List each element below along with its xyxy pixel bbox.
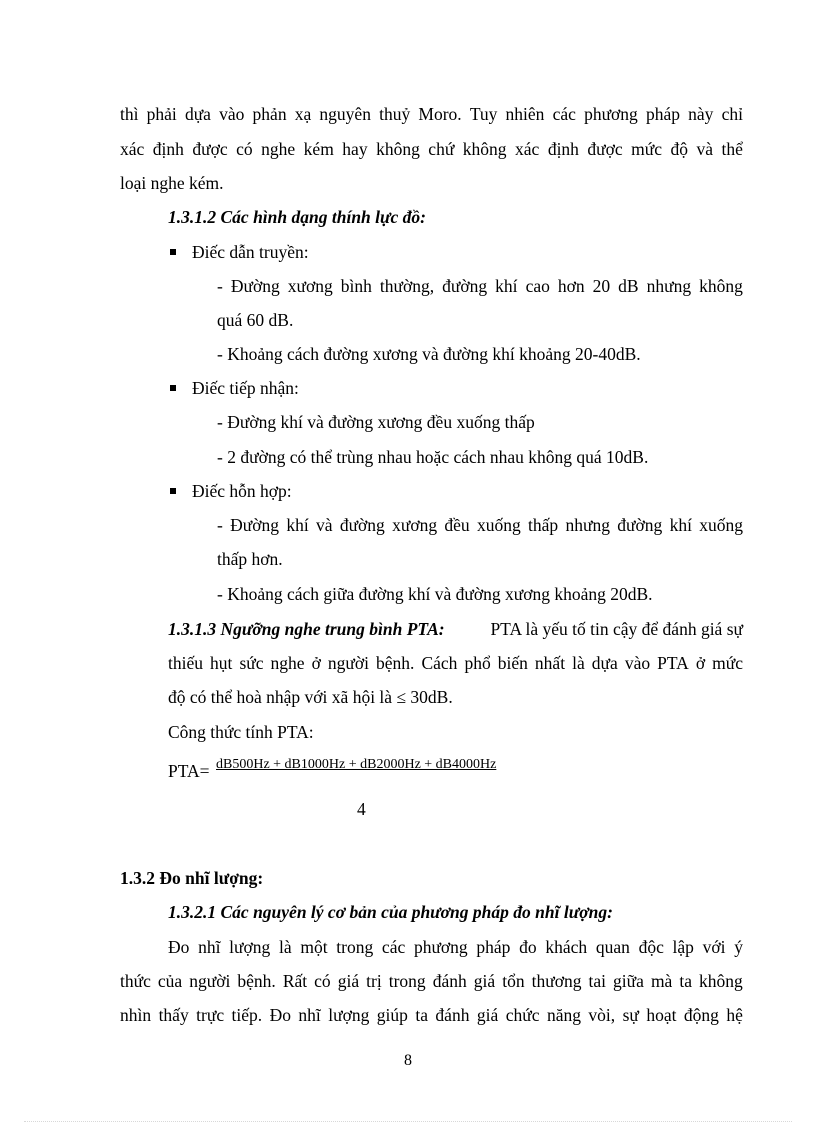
word: này	[688, 104, 714, 124]
pta-paragraph-line: độ có thể hoà nhập với xã hội là ≤ 30dB.	[168, 687, 453, 707]
word: khí	[286, 515, 309, 535]
word: độ	[670, 139, 689, 159]
word: đường	[339, 515, 385, 535]
word: không	[376, 139, 420, 159]
word: xương	[392, 515, 438, 535]
word: là	[572, 653, 585, 673]
word: đánh	[432, 971, 467, 991]
word: tai	[588, 971, 606, 991]
word: lập	[672, 937, 694, 957]
footer-divider	[24, 1121, 792, 1122]
word: tiếp.	[231, 1005, 263, 1025]
word: trực	[196, 1005, 225, 1025]
word: kém	[303, 139, 334, 159]
word: với	[702, 937, 726, 957]
word: chứ	[428, 139, 455, 159]
word: pháp	[645, 104, 680, 124]
word: có	[314, 971, 331, 991]
word: Đo	[269, 1005, 291, 1025]
formula-intro: Công thức tính PTA:	[168, 722, 314, 742]
word: mức	[631, 139, 663, 159]
word: ta	[415, 1005, 428, 1025]
word: nhĩ	[198, 937, 221, 957]
word: Rất	[282, 971, 308, 991]
word: khách	[545, 937, 588, 957]
word: một	[300, 937, 328, 957]
word: thì	[120, 104, 139, 124]
word: Tuy	[469, 104, 498, 124]
paragraph-line	[120, 970, 743, 992]
word: không	[699, 971, 743, 991]
word: ở	[311, 653, 321, 673]
word: nhìn	[120, 1005, 152, 1025]
paragraph-line	[120, 138, 743, 160]
word: thường,	[379, 276, 435, 296]
paragraph-line	[120, 1004, 743, 1026]
word: phổ	[464, 653, 491, 673]
word: đường	[442, 276, 488, 296]
word: phương	[413, 937, 468, 957]
word: Đường	[230, 276, 280, 296]
word: đánh	[435, 1005, 470, 1025]
word: nhưng	[646, 276, 692, 296]
word: sức	[239, 653, 264, 673]
word: các	[381, 937, 406, 957]
word: thấy	[158, 1005, 189, 1025]
square-bullet-icon	[170, 249, 176, 255]
pta-paragraph-line	[168, 618, 743, 640]
word: và	[696, 139, 714, 159]
square-bullet-icon	[170, 488, 176, 494]
word: thuỷ	[379, 104, 411, 124]
word: mức	[712, 653, 743, 673]
word: không	[699, 276, 743, 296]
word: vào	[219, 104, 245, 124]
page-number: 8	[404, 1052, 412, 1069]
word: được	[192, 139, 228, 159]
list-item-text: thấp hơn.	[217, 549, 283, 569]
word: pháp	[476, 937, 511, 957]
word: dựa	[591, 653, 618, 673]
word: phương	[584, 104, 638, 124]
word: nhĩ	[298, 1005, 321, 1025]
word: xạ	[294, 104, 312, 124]
word: có	[236, 139, 253, 159]
word: định	[152, 139, 184, 159]
word: lượng	[328, 1005, 370, 1025]
square-bullet-icon	[170, 385, 176, 391]
word: 20	[592, 276, 611, 296]
word: được	[587, 139, 623, 159]
word: nghe	[261, 139, 296, 159]
word: đều	[444, 515, 470, 535]
word: phản	[252, 104, 287, 124]
formula-numerator: dB500Hz + dB1000Hz + dB2000Hz + dB4000Hz	[216, 757, 497, 772]
formula-lhs: PTA=	[168, 761, 210, 781]
word: thể	[721, 139, 743, 159]
list-item-title: Điếc tiếp nhận:	[192, 378, 299, 398]
word: khí	[495, 276, 518, 296]
list-item-text	[217, 275, 743, 297]
word: đường	[617, 515, 663, 535]
word: trị	[366, 971, 382, 991]
word: định	[547, 139, 579, 159]
word: PTA	[657, 653, 689, 673]
word: ở	[695, 653, 706, 673]
word: của	[157, 971, 183, 991]
word: sự	[622, 1005, 639, 1025]
word: xuống	[699, 515, 743, 535]
list-item-text: - Đường khí và đường xương đều xuống thấp	[217, 412, 535, 432]
word: bình	[340, 276, 372, 296]
list-item-text	[217, 514, 743, 536]
word: thiếu	[168, 653, 203, 673]
word: trong	[336, 937, 374, 957]
word: vào	[624, 653, 651, 673]
word: là	[278, 937, 292, 957]
word: bệnh.	[376, 653, 415, 673]
word: thấp	[528, 515, 559, 535]
word: quan	[595, 937, 630, 957]
section-heading-1321: 1.3.2.1 Các nguyên lý cơ bản của phương pháp đo nhĩ lượng:	[168, 902, 613, 922]
word: bệnh.	[237, 971, 276, 991]
word: nhất	[534, 653, 566, 673]
word: Moro.	[418, 104, 462, 124]
word: tổn	[502, 971, 525, 991]
section-heading-132: 1.3.2 Đo nhĩ lượng:	[120, 868, 264, 888]
word: mà	[650, 971, 673, 991]
list-item-text: - Khoảng cách đường xương và đường khí khoảng 20-40dB.	[217, 344, 641, 364]
word: ý	[734, 937, 743, 957]
word: xương	[287, 276, 333, 296]
pta-intro-text: PTA là yếu tố tin cậy để đánh giá sự	[490, 619, 743, 639]
word: giúp	[376, 1005, 408, 1025]
word: vòi,	[588, 1005, 616, 1025]
section-heading-1312: 1.3.1.2 Các hình dạng thính lực đồ:	[168, 207, 426, 227]
word: nhiên	[505, 104, 545, 124]
word: thức	[120, 971, 151, 991]
list-item-text: - 2 đường có thể trùng nhau hoặc cách nhau không quá 10dB.	[217, 447, 649, 467]
paragraph-line	[168, 936, 743, 958]
word: xuống	[476, 515, 521, 535]
formula-denominator: 4	[357, 799, 366, 819]
word: hụt	[210, 653, 233, 673]
word: xác	[515, 139, 540, 159]
word: động	[683, 1005, 719, 1025]
word: giữa	[613, 971, 644, 991]
list-item-title: Điếc hỗn hợp:	[192, 481, 292, 501]
word: hơn	[557, 276, 585, 296]
word: thương	[531, 971, 582, 991]
word: trong	[388, 971, 426, 991]
section-heading-1313: 1.3.1.3 Ngưỡng nghe trung bình PTA:	[168, 619, 445, 639]
word: -	[217, 515, 223, 535]
word: lượng	[229, 937, 271, 957]
word: hoạt	[646, 1005, 677, 1025]
word: ta	[679, 971, 692, 991]
list-item-text: - Khoảng cách giữa đường khí và đường xương khoảng 20dB.	[217, 584, 653, 604]
paragraph-line: loại nghe kém.	[120, 173, 224, 193]
word: hay	[342, 139, 368, 159]
word: hệ	[726, 1005, 743, 1025]
word: nguyên	[319, 104, 371, 124]
word: nghe	[270, 653, 305, 673]
word: năng	[546, 1005, 581, 1025]
word: biến	[497, 653, 528, 673]
word: Đường	[230, 515, 280, 535]
word: người	[189, 971, 231, 991]
word: người	[327, 653, 369, 673]
word: cao	[525, 276, 550, 296]
list-item-title: Điếc dẫn truyền:	[192, 242, 309, 262]
word: đo	[519, 937, 537, 957]
paragraph-line	[120, 103, 743, 125]
pta-paragraph-line	[168, 652, 743, 674]
word: các	[552, 104, 576, 124]
word: -	[217, 276, 223, 296]
word: giá	[476, 1005, 499, 1025]
word: nhưng	[565, 515, 610, 535]
word: và	[315, 515, 333, 535]
word: dB	[618, 276, 639, 296]
word: chỉ	[721, 104, 743, 124]
word: không	[462, 139, 507, 159]
word: phải	[146, 104, 177, 124]
word: Đo	[168, 937, 190, 957]
list-item-text: quá 60 dB.	[217, 310, 294, 330]
word: xác	[120, 139, 145, 159]
word: độc	[638, 937, 664, 957]
word: dựa	[184, 104, 211, 124]
word: giá	[473, 971, 496, 991]
word: chức	[505, 1005, 540, 1025]
word: giá	[337, 971, 360, 991]
word: Cách	[421, 653, 458, 673]
word: khí	[669, 515, 692, 535]
